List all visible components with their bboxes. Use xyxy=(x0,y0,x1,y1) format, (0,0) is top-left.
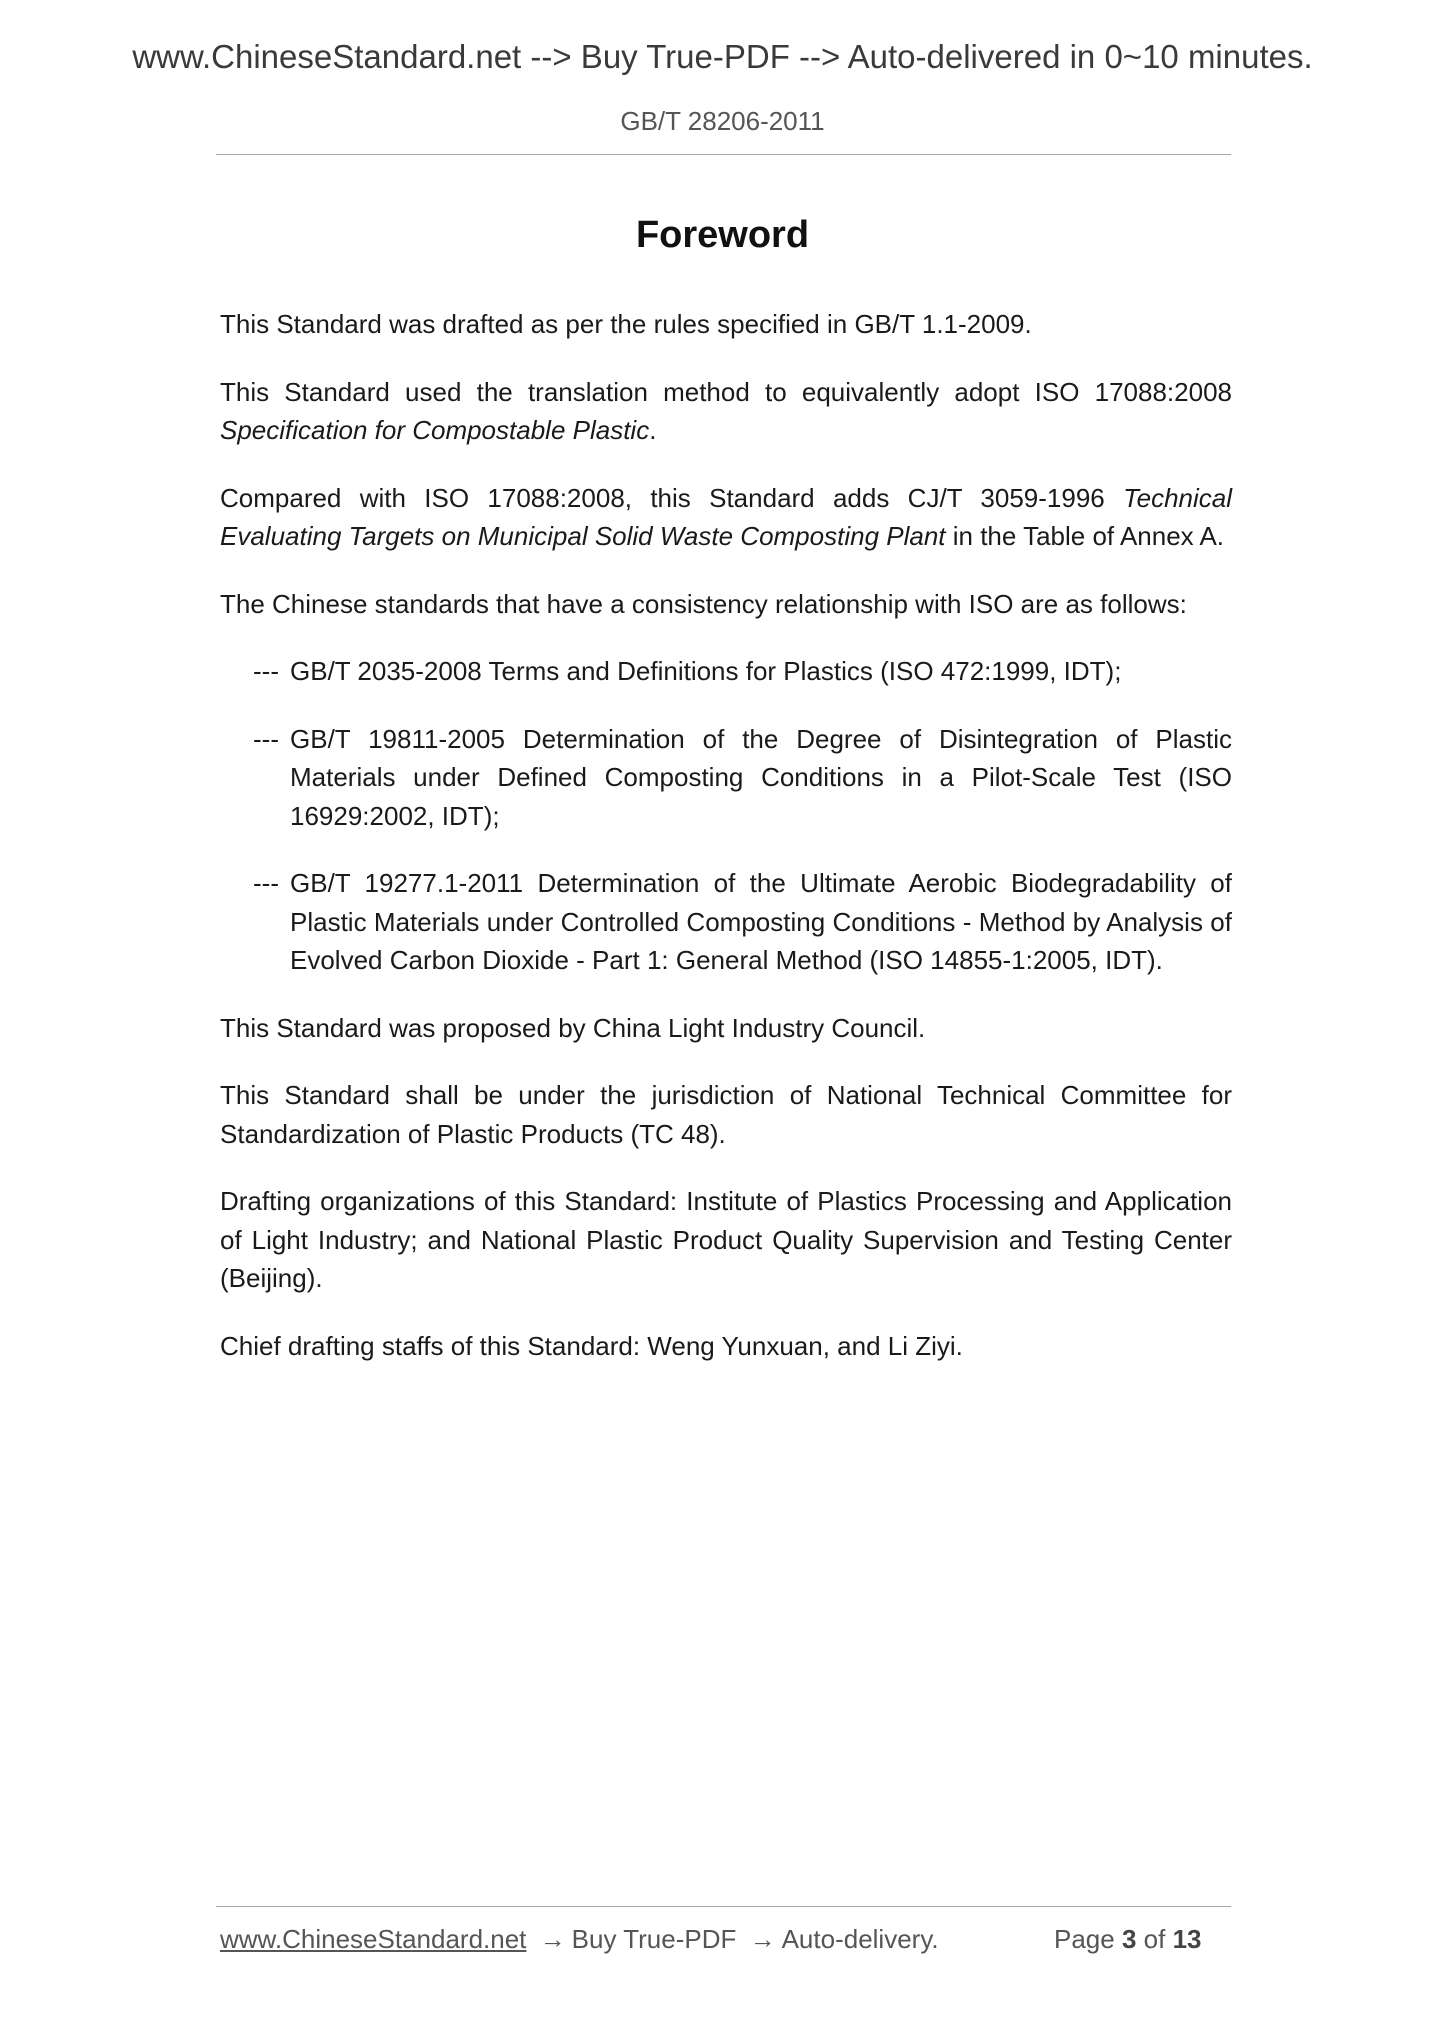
right-arrow-icon: → xyxy=(749,1924,776,1954)
paragraph-text: Compared with ISO 17088:2008, this Standard adds CJ/T 3059-1996 xyxy=(220,482,1124,513)
footer-links xyxy=(220,1924,939,1955)
paragraph-drafting-rules: This Standard was drafted as per the rules specified in GB/T 1.1-2009. xyxy=(220,309,1032,339)
iso-title: Specification for Compostable Plastic xyxy=(220,415,650,445)
paragraph-drafting-organizations: Drafting organizations of this Standard: Institute of Plastics Processing and Application of Light Industry; and National Plastic Product Quality Supervision and Testing Center (Beijing). xyxy=(220,1186,1232,1293)
cjt-title: Technical Evaluating Targets on Municipal Solid Waste Composting Plant xyxy=(220,482,1232,551)
list-item xyxy=(253,652,1232,691)
document-body xyxy=(220,305,1232,1365)
page-label: Page xyxy=(1054,1924,1115,1954)
paragraph-comparison xyxy=(220,479,1232,556)
paragraph-proposer: This Standard was proposed by China Light Industry Council. xyxy=(220,1012,926,1043)
paragraph-end: in the Table of Annex A. xyxy=(945,521,1225,551)
paragraph-end: . xyxy=(649,415,657,445)
standard-code: GB/T 28206-2011 xyxy=(620,106,825,136)
page-number: 3 xyxy=(1121,1924,1137,1954)
paragraph-consistency-intro: The Chinese standards that have a consistency relationship with ISO are as follows: xyxy=(220,588,1187,619)
site-link[interactable]: www.ChineseStandard.net xyxy=(220,1924,527,1954)
page-indicator xyxy=(1054,1924,1202,1955)
page-title: Foreword xyxy=(635,214,810,256)
right-arrow-icon: → xyxy=(539,1924,566,1954)
list-dash: --- xyxy=(253,868,279,898)
of-label: of xyxy=(1143,1924,1166,1954)
list-item xyxy=(253,864,1232,980)
paragraph-drafting-staff: Chief drafting staffs of this Standard: Weng Yunxuan, and Li Ziyi. xyxy=(220,1330,963,1361)
paragraph-translation-method xyxy=(220,373,1232,450)
auto-delivery-text: Auto-delivery. xyxy=(781,1924,939,1954)
list-item-text: GB/T 19811-2005 Determination of the Degree of Disintegration of Plastic Materials under Defined Composting Conditions in a Pilot-Scale Test (ISO 16929:2002, IDT); xyxy=(290,723,1232,831)
header-divider xyxy=(216,154,1231,155)
footer-divider xyxy=(216,1906,1231,1907)
list-dash: --- xyxy=(253,723,279,754)
list-dash: --- xyxy=(253,656,279,686)
buy-true-pdf-link[interactable]: Buy True-PDF xyxy=(571,1924,737,1954)
paragraph-text: This Standard used the translation method to equivalently adopt ISO 17088:2008 xyxy=(220,376,1232,407)
page-total: 13 xyxy=(1172,1924,1202,1954)
site-banner: www.ChineseStandard.net --> Buy True-PDF --> Auto-delivered in 0~10 minutes. xyxy=(132,38,1313,75)
list-item xyxy=(253,720,1232,836)
list-item-text: GB/T 19277.1-2011 Determination of the Ultimate Aerobic Biodegradability of Plastic Materials under Controlled Composting Conditions - Method by Analysis of Evolved Carbon Dioxide - Part 1: General Method (ISO 14855-1:2005, IDT). xyxy=(290,868,1232,975)
paragraph-jurisdiction: This Standard shall be under the jurisdiction of National Technical Committee for Standardization of Plastic Products (TC 48). xyxy=(220,1080,1232,1149)
list-item-text: GB/T 2035-2008 Terms and Definitions for Plastics (ISO 472:1999, IDT); xyxy=(290,656,1122,686)
